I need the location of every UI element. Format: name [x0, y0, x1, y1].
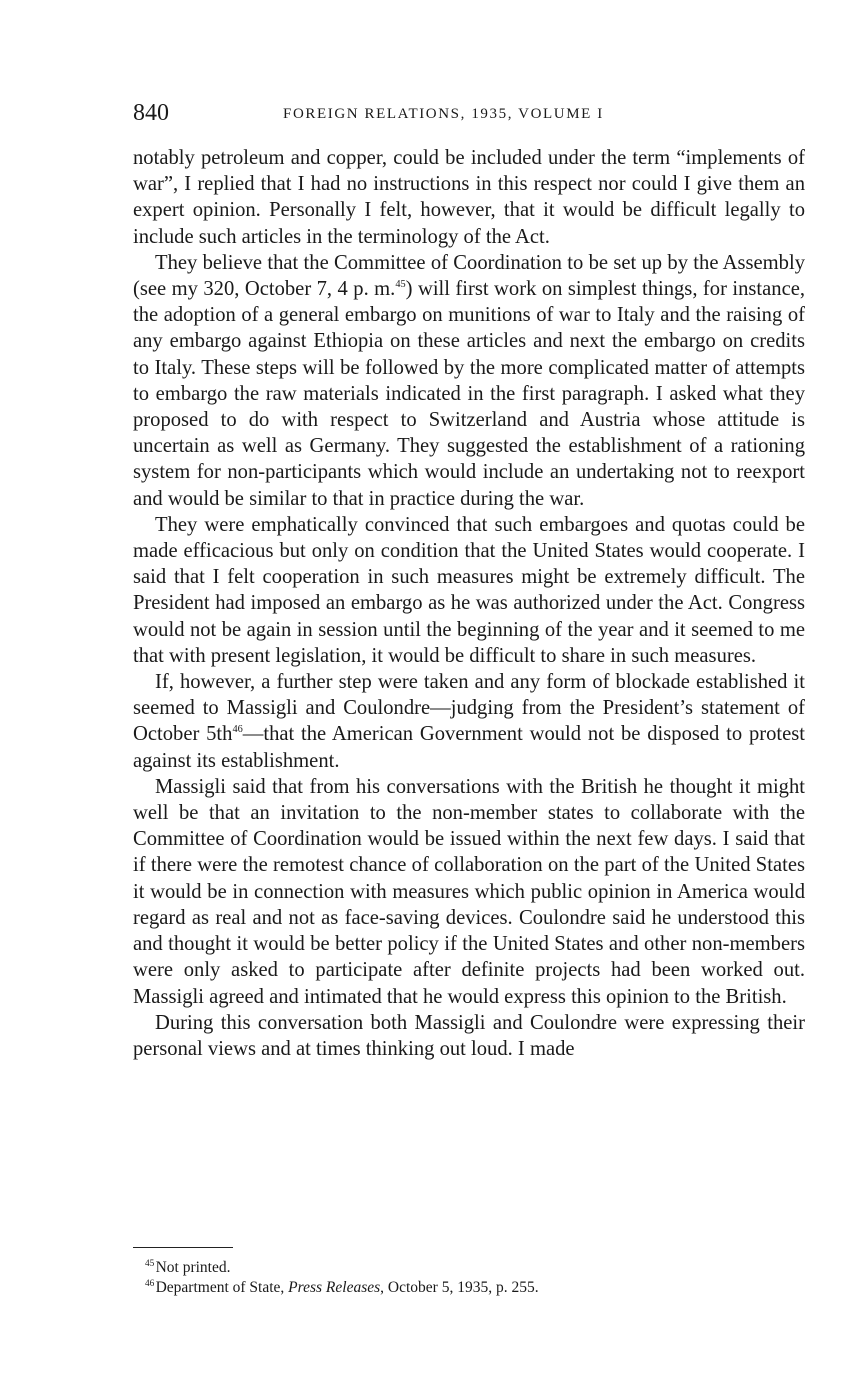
footnote-text: Department of State, [155, 1278, 289, 1296]
paragraph-4-part-a: If, however, a further step were taken and any form of blockade established it seemed to Massigli and Coulondre—judging from the President’s statement of October 5th [133, 671, 805, 746]
footnote-45 [145, 1258, 805, 1278]
paragraph-5: Massigli said that from his conversations with the British he thought it might well be that an invitation to the non-member states to collaborate with the Committee of Coordination would be issued within the next few days. I said that if there were the remotest chance of collaboration on the part of the United States it would be in connection with measures which public opinion in America would regard as real and not as face-saving devices. Coulondre said he understood this and thought it would be better policy if the United States and other non-members were only asked to participate after definite projects had been worked out. Massigli agreed and intimated that he would express this opinion to the British. [133, 775, 805, 1008]
footnote-46 [145, 1278, 805, 1298]
footnote-ref-45: 45 [395, 279, 406, 291]
footnote-marker: 45 [145, 1258, 155, 1269]
running-head: FOREIGN RELATIONS, 1935, VOLUME I [283, 106, 604, 122]
paragraph-4 [133, 669, 805, 774]
footnote-divider [133, 1247, 233, 1248]
footnotes [145, 1258, 805, 1297]
paragraph-4-part-b: —that the American Government would not be disposed to protest against its establishment. [133, 723, 805, 772]
paragraph-1: notably petroleum and copper, could be included under the term “implements of war”, I replied that I had no instructions in this respect nor could I give them an expert opinion. Personally I felt, however, that it would be difficult legally to include such articles in the terminology of the Act. [133, 147, 805, 248]
page-number: 840 [133, 100, 169, 126]
footnote-text: , October 5, 1935, p. 255. [380, 1278, 539, 1296]
paragraph-2-part-a: They believe that the Committee of Coordination to be set up by the Assembly (see my 320, October 7, 4 p. m. [133, 251, 805, 301]
paragraph-2 [133, 250, 805, 512]
paragraph-3: They were emphatically convinced that such embargoes and quotas could be made efficacious but only on condition that the United States would cooperate. I said that I felt cooperation in such measures might be extremely difficult. The President had imposed an embargo as he was authorized under the Act. Congress would not be again in session until the beginning of the year and it seemed to me that with present legislation, it would be difficult to share in such measures. [133, 513, 805, 667]
footnote-marker: 46 [145, 1278, 155, 1289]
footnote-ref-46: 46 [232, 724, 243, 736]
page-header [133, 100, 805, 132]
paragraph-6: During this conversation both Massigli and Coulondre were expressing their personal views and at times thinking out loud. I made [133, 1011, 805, 1060]
body-text [133, 145, 805, 1062]
paragraph-2-part-b: ) will first work on simplest things, for instance, the adoption of a general embargo on munitions of war to Italy and the raising of any embargo against Ethiopia on these articles and next the embargo on credits to Italy. These steps will be followed by the more complicated matter of attempts to embargo the raw materials indicated in the first paragraph. I asked what they proposed to do with respect to Switzerland and Austria whose attitude is uncertain as well as Germany. They suggested the establishment of a rationing system for non-participants which would include an undertaking not to reexport and would be similar to that in practice during the war. [133, 278, 806, 510]
publication-title: Press Releases [288, 1278, 381, 1296]
footnote-text: Not printed. [155, 1259, 231, 1276]
